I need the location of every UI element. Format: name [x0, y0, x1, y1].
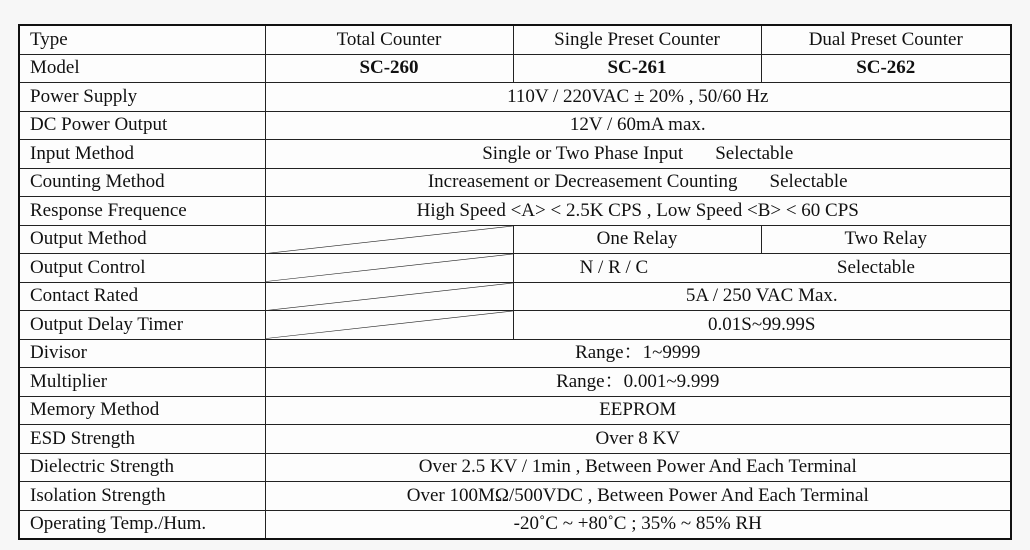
row-label: Output Method: [19, 225, 265, 254]
table-row: [19, 197, 1011, 226]
spec-table: [18, 24, 1012, 540]
row-value: EEPROM: [265, 396, 1011, 425]
model-sc260: SC-260: [265, 54, 513, 83]
row-value: 110V / 220VAC ± 20% , 50/60 Hz: [265, 83, 1011, 112]
row-label: Counting Method: [19, 168, 265, 197]
row-value-note: Selectable: [715, 142, 794, 164]
row-value-note: Selectable: [836, 256, 915, 278]
row-value: [265, 140, 1011, 169]
row-label: Output Delay Timer: [19, 311, 265, 340]
row-label: Operating Temp./Hum.: [19, 510, 265, 539]
row-value: Range：1~9999: [265, 339, 1011, 368]
row-label: Power Supply: [19, 83, 265, 112]
table-row: [19, 54, 1011, 83]
row-value: Over 2.5 KV / 1min , Between Power And Each Terminal: [265, 453, 1011, 482]
dual-output-method: Two Relay: [761, 225, 1011, 254]
row-label: Dielectric Strength: [19, 453, 265, 482]
row-value: 0.01S~99.99S: [513, 311, 1011, 340]
single-preset-header: Single Preset Counter: [513, 25, 761, 54]
row-value: High Speed <A> < 2.5K CPS , Low Speed <B> < 60 CPS: [265, 197, 1011, 226]
row-value: -20˚C ~ +80˚C ; 35% ~ 85% RH: [265, 510, 1011, 539]
single-output-method: One Relay: [513, 225, 761, 254]
row-value: Over 100MΩ/500VDC , Between Power And Each Terminal: [265, 482, 1011, 511]
row-value: 5A / 250 VAC Max.: [513, 282, 1011, 311]
row-label: Divisor: [19, 339, 265, 368]
table-row: [19, 282, 1011, 311]
row-value-text: N / R / C: [579, 256, 649, 278]
row-value: [265, 168, 1011, 197]
spec-sheet: [18, 24, 1010, 539]
row-label: Output Control: [19, 254, 265, 283]
table-row: [19, 254, 1011, 283]
dual-preset-header: Dual Preset Counter: [761, 25, 1011, 54]
row-value: 12V / 60mA max.: [265, 111, 1011, 140]
table-row: [19, 25, 1011, 54]
not-applicable-cell: [265, 254, 513, 283]
row-label: Response Frequence: [19, 197, 265, 226]
table-row: [19, 311, 1011, 340]
table-row: [19, 140, 1011, 169]
total-counter-header: Total Counter: [265, 25, 513, 54]
diagonal-slash: [266, 254, 513, 282]
table-row: [19, 339, 1011, 368]
type-header: Type: [19, 25, 265, 54]
row-label: Input Method: [19, 140, 265, 169]
row-label: Memory Method: [19, 396, 265, 425]
row-label: Isolation Strength: [19, 482, 265, 511]
model-sc261: SC-261: [513, 54, 761, 83]
not-applicable-cell: [265, 311, 513, 340]
row-value: Over 8 KV: [265, 425, 1011, 454]
table-row: [19, 83, 1011, 112]
row-label: ESD Strength: [19, 425, 265, 454]
table-row: [19, 482, 1011, 511]
not-applicable-cell: [265, 282, 513, 311]
row-label: Contact Rated: [19, 282, 265, 311]
model-sc262: SC-262: [761, 54, 1011, 83]
row-value-text: Single or Two Phase Input: [482, 142, 684, 164]
table-row: [19, 368, 1011, 397]
row-label: DC Power Output: [19, 111, 265, 140]
diagonal-slash: [266, 311, 513, 339]
table-row: [19, 510, 1011, 539]
table-row: [19, 168, 1011, 197]
not-applicable-cell: [265, 225, 513, 254]
table-row: [19, 396, 1011, 425]
row-value-note: Selectable: [769, 171, 848, 193]
row-label: Model: [19, 54, 265, 83]
table-row: [19, 111, 1011, 140]
table-row: [19, 225, 1011, 254]
row-value: [513, 254, 1011, 283]
row-value: Range：0.001~9.999: [265, 368, 1011, 397]
table-row: [19, 453, 1011, 482]
diagonal-slash: [266, 283, 513, 311]
table-row: [19, 425, 1011, 454]
row-value-text: Increasement or Decreasement Counting: [427, 171, 738, 193]
row-label: Multiplier: [19, 368, 265, 397]
diagonal-slash: [266, 226, 513, 254]
